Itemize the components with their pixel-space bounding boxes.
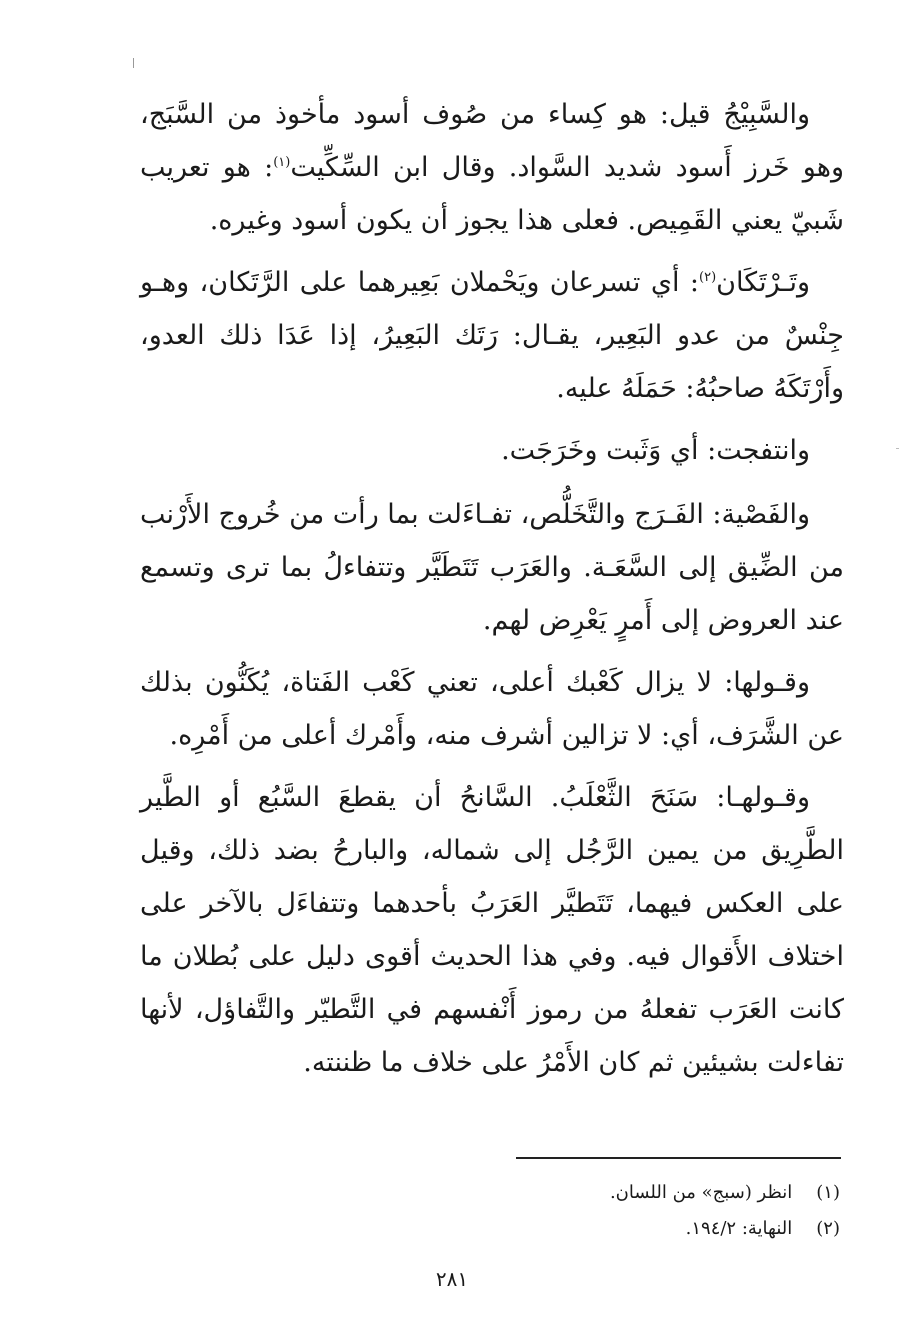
- paragraph-sanah: [140, 771, 844, 1089]
- footnotes: [400, 1175, 840, 1247]
- footnote-1: [400, 1175, 840, 1211]
- margin-mark: [133, 58, 134, 68]
- footnote-ref: (١): [273, 155, 291, 170]
- paragraph-sabij: [140, 88, 844, 247]
- paragraph-text: : أي تسرعان ويَحْملان بَعِيرهما على الرَّتَكان، وهـو جِنْسٌ من عدو البَعِير، يقـال: رَتَك البَعِيرُ، إذا عَدَا ذلك العدو، وأَرْتَكَهُ صاحبُهُ: حَمَلَهُ عليه.: [140, 267, 844, 404]
- paragraph-text: وانتفجت: أي وَثَبت وخَرَجَت.: [501, 435, 810, 466]
- footnote-ref: (٢): [699, 270, 717, 285]
- paragraph-text: والسَّبِيْجُ قيل: هو كِساء من صُوف أسود مأخوذ من السَّبَج، وهو خَرز أَسود شديد السَّواد. وقال ابن السِّكِّيت: [140, 99, 845, 183]
- paragraph-fasya: [140, 488, 844, 647]
- paragraph-text: وتَـرْتَكَان: [716, 267, 810, 298]
- footnote-text: النهاية: ١٩٤/٢.: [685, 1218, 793, 1239]
- footnote-number: (١): [816, 1182, 840, 1203]
- footnote-text: انظر (سبج» من اللسان.: [609, 1182, 793, 1203]
- main-text: [140, 88, 844, 1098]
- paragraph-text: : هو تعريب شَبيّ يعني القَمِيص. فعلى هذا يجوز أن يكون أسود وغيره.: [140, 152, 844, 236]
- paragraph-intafajat: [140, 424, 844, 477]
- edge-mark: [896, 448, 899, 449]
- footnote-separator: [516, 1157, 841, 1159]
- page-number: ٢٨١: [435, 1267, 469, 1291]
- footnote-number: (٢): [816, 1218, 840, 1239]
- paragraph-text: وقـولهـا: سَنَحَ الثَّعْلَبُ. السَّانحُ أن يقطعَ السَّبُع أو الطَّير الطَّرِيق من يمين الرَّجُل إلى شماله، والبارحُ بضد ذلك، وقيل على العكس فيهما، تَتَطيَّر العَرَبُ بأحدهما وتتفاءَل بالآخر على اختلاف الأَقوال فيه. وفي هذا الحديث أقوى دليل على بُطلان ما كانت العَرَب تفعلهُ من رموز أَنْفسهم في التَّطيّر والتَّفاؤل، لأنها تفاءلت بشيئين ثم كان الأَمْرُ على خلاف ما ظننته.: [140, 782, 844, 1078]
- paragraph-tartakan: [140, 256, 844, 415]
- paragraph-kaab: [140, 656, 844, 762]
- paragraph-text: وقـولها: لا يزال كَعْبك أعلى، تعني كَعْب الفَتاة، يُكَنُّون بذلك عن الشَّرَف، أي: لا تزالين أشرف منه، وأَمْرك أعلى من أَمْرِه.: [140, 667, 844, 751]
- footnote-2: [400, 1211, 840, 1247]
- paragraph-text: والفَصْية: الفَـرَج والتَّخَلُّص، تفـاءَلت بما رأت من خُروج الأَرْنب من الضِّيق إلى السَّعَـة. والعَرَب تَتَطَيَّر وتتفاءلُ بما ترى وتسمع عند العروض إلى أَمرٍ يَعْرِض لهم.: [139, 499, 844, 636]
